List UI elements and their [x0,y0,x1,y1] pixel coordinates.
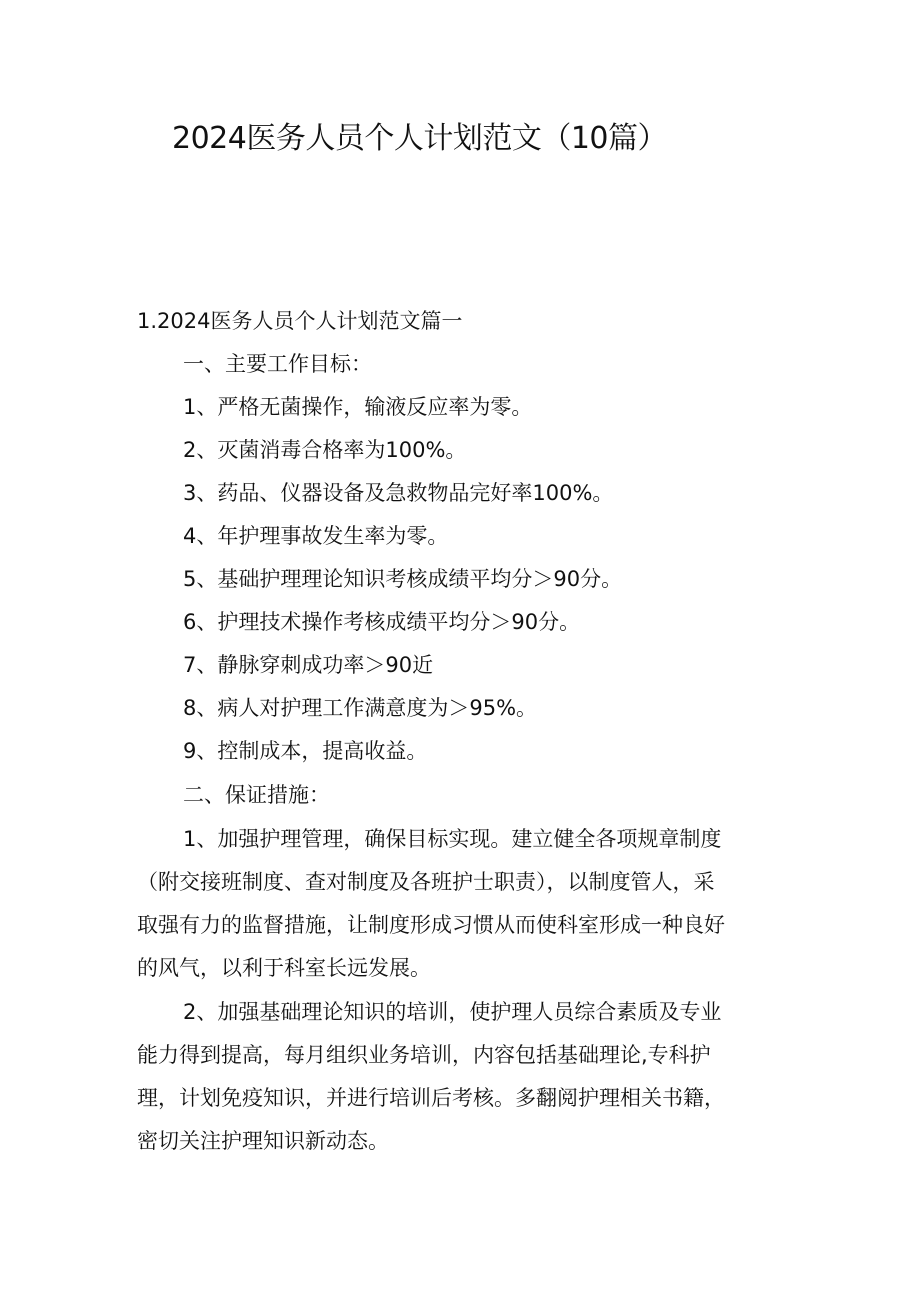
paragraph-line: 能力得到提高，每月组织业务培训，内容包括基础理论,专科护 [137,1043,711,1067]
goal-item: 2、灭菌消毒合格率为100%。 [183,438,467,462]
goal-item: 3、药品、仪器设备及急救物品完好率100%。 [183,481,614,505]
goal-item: 4、年护理事故发生率为零。 [183,524,449,548]
paragraph-line: 密切关注护理知识新动态。 [137,1129,389,1153]
goals-heading: 一、主要工作目标： [183,352,372,376]
paragraph-line: （附交接班制度、查对制度及各班护士职责），以制度管人，采 [137,870,715,894]
goal-item: 9、控制成本，提高收益。 [183,739,428,763]
document-title: 2024医务人员个人计划范文（10篇） [172,121,668,156]
goal-item: 5、基础护理理论知识考核成绩平均分＞90分。 [183,567,623,591]
goal-item: 1、严格无菌操作，输液反应率为零。 [183,395,533,419]
measures-heading: 二、保证措施： [183,783,330,807]
paragraph-line: 取强有力的监督措施，让制度形成习惯从而使科室形成一种良好 [137,913,725,937]
paragraph-line: 理，计划免疫知识，并进行培训后考核。多翻阅护理相关书籍， [137,1086,725,1110]
goal-item: 6、护理技术操作考核成绩平均分＞90分。 [183,610,581,634]
goal-item: 7、静脉穿刺成功率＞90近 [183,653,434,677]
section-heading: 1.2024医务人员个人计划范文篇一 [137,309,463,333]
goal-item: 8、病人对护理工作满意度为＞95%。 [183,696,538,720]
paragraph-line: 的风气，以利于科室长远发展。 [137,956,431,980]
paragraph-line: 1、加强护理管理，确保目标实现。建立健全各项规章制度 [183,827,722,851]
paragraph-line: 2、加强基础理论知识的培训，使护理人员综合素质及专业 [183,1000,722,1024]
